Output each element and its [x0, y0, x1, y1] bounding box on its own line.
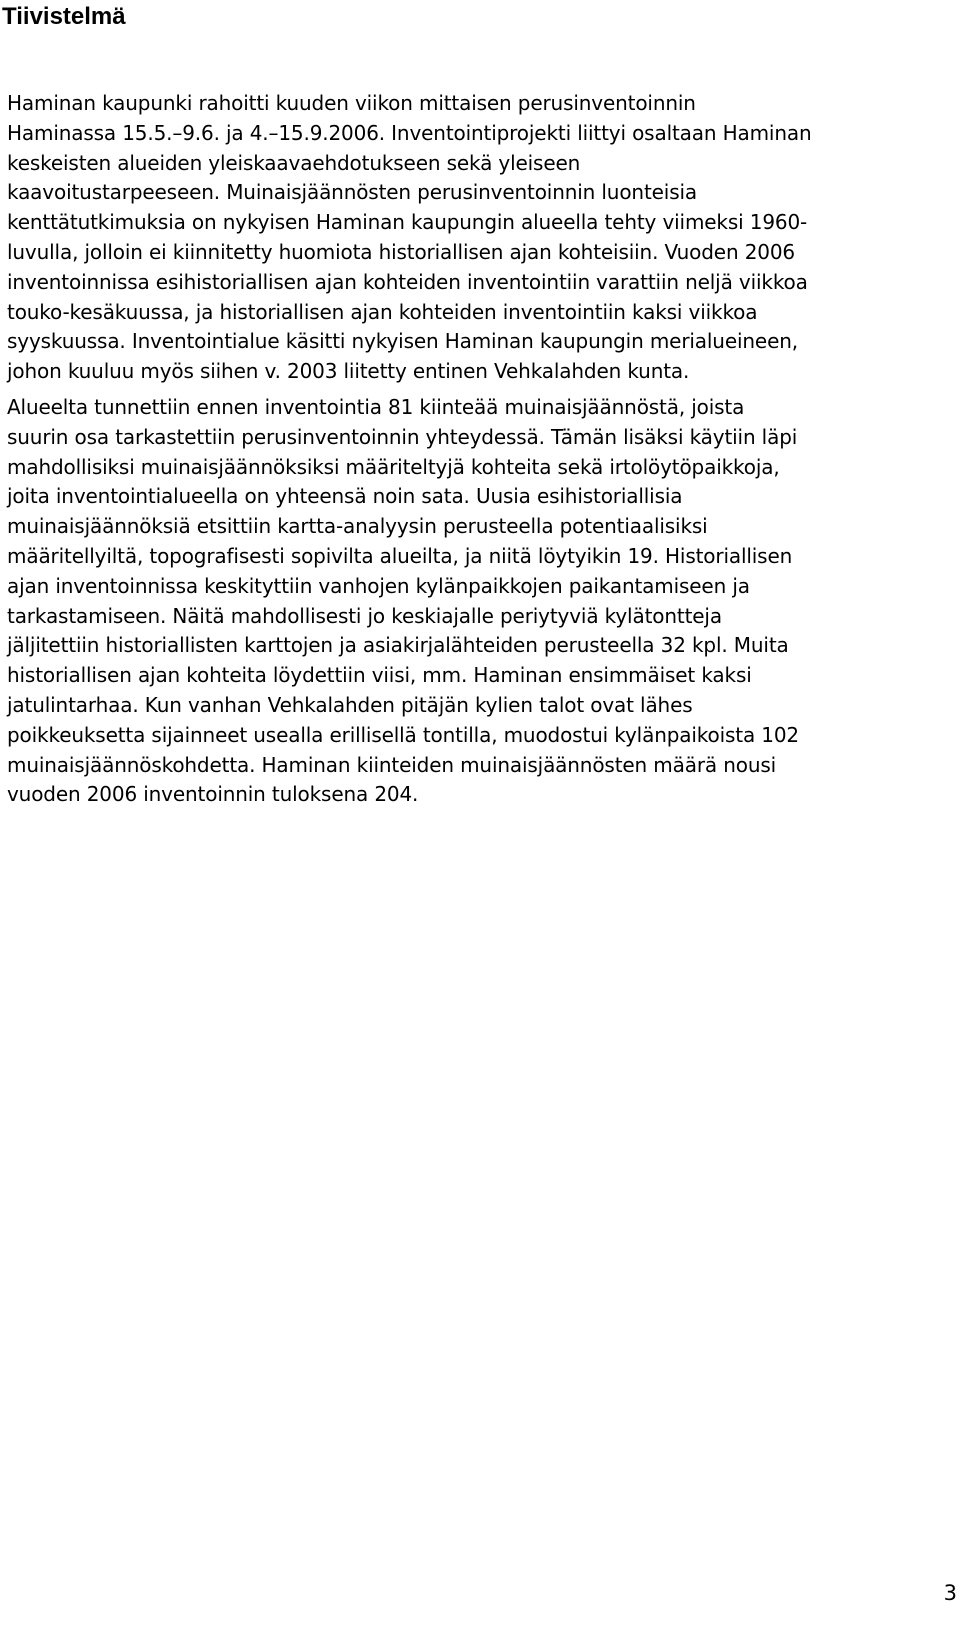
text-line: vuoden 2006 inventoinnin tuloksena 204. — [7, 782, 419, 807]
text-line: touko-kesäkuussa, ja historiallisen ajan kohteiden inventointiin kaksi viikkoa — [7, 299, 758, 324]
paragraph-1 — [7, 89, 952, 387]
text-line: muinaisjäännöskohdetta. Haminan kiinteiden muinaisjäännösten määrä nousi — [7, 752, 777, 777]
text-line: syyskuussa. Inventointialue käsitti nykyisen Haminan kaupungin merialueineen, — [7, 329, 798, 354]
text-line: mahdollisiksi muinaisjäännöksiksi määriteltyjä kohteita sekä irtolöytöpaikkoja, — [7, 454, 780, 479]
text-line: johon kuuluu myös siihen v. 2003 liitetty entinen Vehkalahden kunta. — [7, 359, 690, 384]
text-line: jäljitettiin historiallisten karttojen ja asiakirjalähteiden perusteella 32 kpl. Muita — [7, 633, 789, 658]
text-line: jatulintarhaa. Kun vanhan Vehkalahden pitäjän kylien talot ovat lähes — [7, 692, 693, 717]
text-line: suurin osa tarkastettiin perusinventoinnin yhteydessä. Tämän lisäksi käytiin läpi — [7, 424, 798, 449]
text-line: inventoinnissa esihistoriallisen ajan kohteiden inventointiin varattiin neljä viikkoa — [7, 269, 808, 294]
text-line: tarkastamiseen. Näitä mahdollisesti jo keskiajalle periytyviä kylätontteja — [7, 603, 722, 628]
text-line: Alueelta tunnettiin ennen inventointia 81 kiinteää muinaisjäännöstä, joista — [7, 394, 745, 419]
text-line: kaavoitustarpeeseen. Muinaisjäännösten perusinventoinnin luonteisia — [7, 180, 697, 205]
text-line: ajan inventoinnissa keskityttiin vanhojen kylänpaikkojen paikantamiseen ja — [7, 573, 750, 598]
page-title: Tiivistelmä — [2, 3, 126, 30]
text-line: määritellyiltä, topografisesti sopivilta alueilta, ja niitä löytyikin 19. Historiallisen — [7, 543, 793, 568]
text-line: kenttätutkimuksia on nykyisen Haminan kaupungin alueella tehty viimeksi 1960- — [7, 210, 808, 235]
text-line: keskeisten alueiden yleiskaavaehdotukseen sekä yleiseen — [7, 150, 581, 175]
text-line: luvulla, jolloin ei kiinnitetty huomiota historiallisen ajan kohteisiin. Vuoden 2006 — [7, 239, 795, 264]
text-line: Haminassa 15.5.–9.6. ja 4.–15.9.2006. Inventointiprojekti liittyi osaltaan Haminan — [7, 120, 812, 145]
text-line: joita inventointialueella on yhteensä noin sata. Uusia esihistoriallisia — [7, 484, 683, 509]
text-line: Haminan kaupunki rahoitti kuuden viikon mittaisen perusinventoinnin — [7, 91, 696, 115]
paragraph-2 — [7, 393, 952, 810]
text-line: poikkeuksetta sijainneet usealla erillisellä tontilla, muodostui kylänpaikoista 102 — [7, 722, 799, 747]
page-number: 3 — [943, 1581, 957, 1605]
text-line: muinaisjäännöksiä etsittiin kartta-analyysin perusteella potentiaalisiksi — [7, 514, 708, 539]
body-text — [7, 89, 952, 810]
text-line: historiallisen ajan kohteita löydettiin viisi, mm. Haminan ensimmäiset kaksi — [7, 663, 752, 688]
